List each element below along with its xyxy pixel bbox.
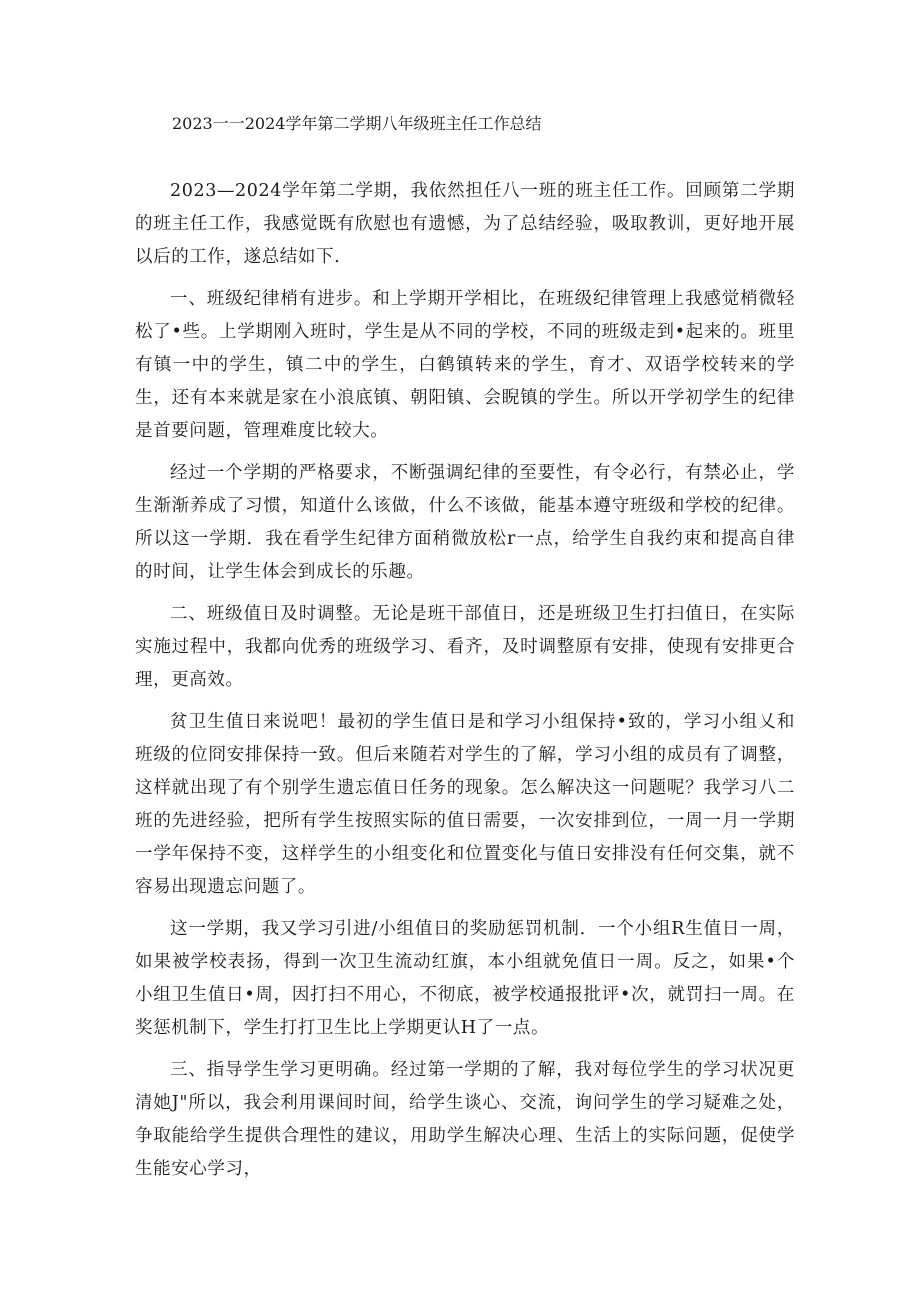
- paragraph-duty-adjustment: 二、班级值日及时调整。无论是班干部值日，还是班级卫生打扫值日，在实际实施过程中，我都向优秀的班级学习、看齐，及时调整原有安排，使现有安排更合理，更高效。: [135, 604, 795, 690]
- paragraph-discipline-progress: 经过一个学期的严格要求，不断强调纪律的至要性，有令必行，有禁必止，学生渐渐养成了习惯，知道什么该做，什么不该做，能基本遵守班级和学校的纪律。所以这一学期．我在看学生纪律方面稍微放松r一点，给学生自我约束和提高自律的时间，让学生体会到成长的乐趣。: [135, 463, 795, 582]
- paragraph-intro: 2023—2024学年第二学期，我依然担任八一班的班主任工作。回顾第二学期的班主任工作，我感觉既有欣慰也有遗憾，为了总结经验，吸取教训，更好地开展以后的工作，遂总结如下.: [135, 181, 795, 267]
- paragraph-hygiene-duty: 贫卫生值日来说吧！最初的学生值日是和学习小组保持•致的，学习小组乂和班级的位冏安排保持一致。但后来随若对学生的了解，学习小组的成员有了调整，这样就出现了有个别学生遗忘值日任务的现象。怎么解决这一问题呢？我学习八二班的先进经验，把所有学生按照实际的值日需要，一次安排到位，一周一月一学期一学年保持不变，这样学生的小组变化和位置变化与值日安排没有任何交集，就不容易出现遗忘问题了。: [135, 712, 795, 897]
- document-body: [135, 175, 795, 1195]
- paragraph-discipline: 一、班级纪律梢有进步。和上学期开学相比，在班级纪律管理上我感觉梢微轻松了•些。上学期刚入班时，学生是从不同的学校，不同的班级走到•起来的。班里有镇一中的学生，镇二中的学生，白鹤镇转来的学生，育才、双语学校转来的学生，还有本来就是家在小浪底镇、朝阳镇、会睨镇的学生。所以开学初学生的纪律是首要问题，管理难度比较大。: [135, 289, 795, 441]
- paragraph-study-guidance: 三、指导学生学习更明确。经过第一学期的了解，我对每位学生的学习状况更清她J"所以，我会利用课间时间，给学生谈心、交流，询问学生的学习疑难之处，争取能给学生提供合理性的建议，用助学生解决心理、生活上的实际问题，促使学生能安心学习，: [135, 1060, 795, 1179]
- paragraph-reward-punishment: 这一学期，我又学习引进/小组值日的奖励惩罚机制．一个小组R生值日一周，如果被学校表扬，得到一次卫生流动红旗，本小组就免值日一周。反之，如果•个小组卫生值日•周，因打扫不用心，不彻底，被学校通报批评•次，就罚扫一周。在奖惩机制下，学生打打卫生比上学期更认H了一点。: [135, 919, 795, 1038]
- document-title: 2023一一2024学年第二学期八年级班主任工作总结: [172, 114, 542, 133]
